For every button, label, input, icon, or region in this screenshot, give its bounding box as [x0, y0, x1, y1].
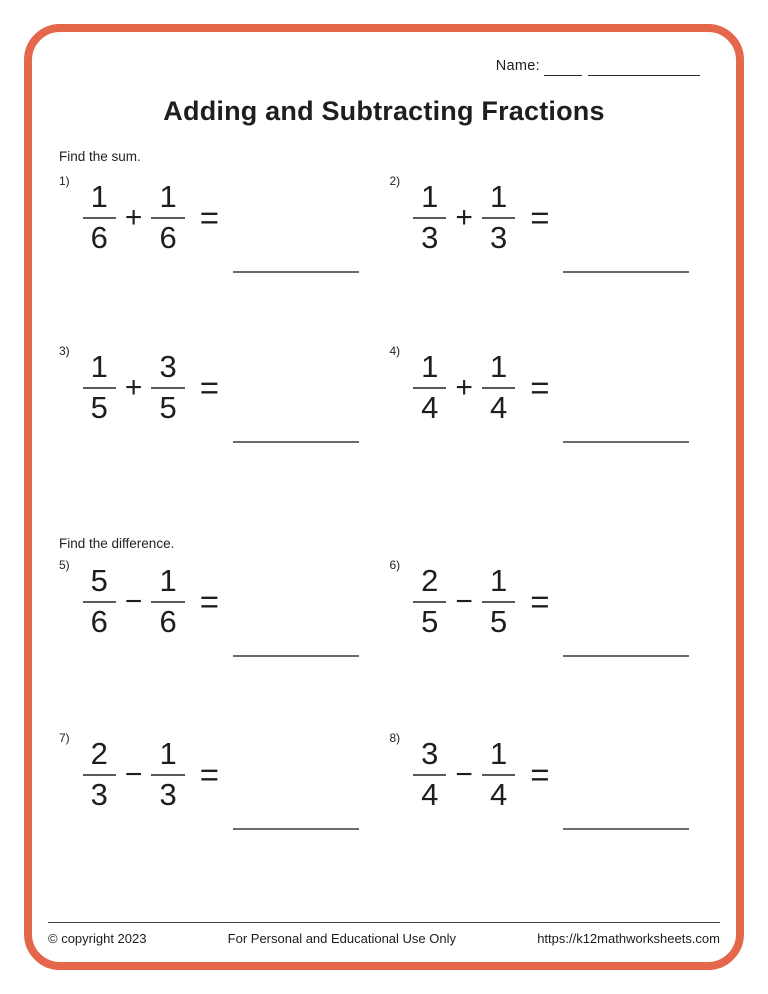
- problem-number: 1): [59, 174, 70, 188]
- operator-minus: −: [455, 758, 473, 791]
- fraction: [151, 351, 184, 425]
- fraction: [151, 181, 184, 255]
- numerator: 1: [413, 181, 446, 219]
- fraction: [83, 738, 116, 812]
- problem-number: 6): [389, 558, 401, 572]
- fraction: [83, 181, 116, 255]
- problem-3: [59, 346, 390, 430]
- numerator: 1: [151, 181, 184, 219]
- numerator: 1: [482, 181, 515, 219]
- numerator: 1: [151, 565, 184, 603]
- usage-text: For Personal and Educational Use Only: [227, 931, 457, 946]
- numerator: 1: [482, 565, 515, 603]
- denominator: 5: [421, 604, 439, 639]
- denominator: 3: [489, 220, 508, 255]
- denominator: 6: [159, 220, 177, 255]
- denominator: 3: [421, 220, 439, 255]
- problem-8: [390, 733, 721, 817]
- denominator: 4: [489, 390, 508, 425]
- answer-blank[interactable]: [563, 828, 689, 830]
- problem-2: [390, 176, 721, 260]
- operator-plus: +: [124, 201, 143, 234]
- problem-row: [59, 733, 720, 817]
- numerator: 1: [413, 351, 446, 389]
- name-blank-line[interactable]: [544, 56, 582, 76]
- numerator: 2: [413, 565, 446, 603]
- fraction: [83, 351, 116, 425]
- name-field-row: [496, 56, 700, 76]
- problem-6: [390, 560, 721, 644]
- operator-minus: −: [124, 585, 143, 618]
- fraction: [482, 565, 515, 639]
- fraction: [413, 565, 446, 639]
- answer-blank[interactable]: [563, 655, 689, 657]
- problem-row: [59, 346, 720, 430]
- answer-blank[interactable]: [563, 441, 689, 443]
- copyright-text: © copyright 2023: [48, 931, 147, 946]
- problem-number: 3): [59, 344, 70, 358]
- numerator: 2: [83, 738, 116, 776]
- problem-number: 2): [389, 174, 401, 188]
- page-title: Adding and Subtracting Fractions: [163, 96, 605, 126]
- operator-minus: −: [124, 758, 143, 791]
- fraction: [413, 181, 446, 255]
- numerator: 1: [83, 181, 116, 219]
- problem-number: 8): [389, 731, 401, 745]
- denominator: 5: [159, 390, 177, 425]
- operator-plus: +: [124, 371, 143, 404]
- equals-sign: =: [530, 756, 550, 793]
- problem-number: 7): [59, 731, 70, 745]
- denominator: 6: [159, 604, 177, 639]
- operator-minus: −: [455, 585, 473, 618]
- numerator: 3: [413, 738, 446, 776]
- equals-sign: =: [199, 756, 219, 793]
- denominator: 3: [90, 777, 108, 812]
- name-blank-line[interactable]: [588, 56, 700, 76]
- problem-row: [59, 176, 720, 260]
- problem-number: 4): [389, 344, 401, 358]
- problem-7: [59, 733, 390, 817]
- fraction: [413, 738, 446, 812]
- section-heading-difference: Find the difference.: [59, 536, 175, 551]
- fraction: [482, 738, 515, 812]
- denominator: 4: [421, 777, 439, 812]
- equals-sign: =: [530, 369, 550, 406]
- problem-5: [59, 560, 390, 644]
- denominator: 4: [489, 777, 508, 812]
- numerator: 1: [482, 738, 515, 776]
- answer-blank[interactable]: [233, 271, 359, 273]
- equals-sign: =: [530, 199, 550, 236]
- answer-blank[interactable]: [563, 271, 689, 273]
- equals-sign: =: [199, 199, 219, 236]
- denominator: 5: [90, 390, 108, 425]
- equals-sign: =: [199, 369, 219, 406]
- denominator: 6: [90, 604, 108, 639]
- problem-number: 5): [59, 558, 70, 572]
- problem-1: [59, 176, 390, 260]
- answer-blank[interactable]: [233, 655, 359, 657]
- equals-sign: =: [530, 583, 550, 620]
- fraction: [482, 181, 515, 255]
- denominator: 4: [421, 390, 439, 425]
- fraction: [482, 351, 515, 425]
- problem-4: [390, 346, 721, 430]
- answer-blank[interactable]: [233, 828, 359, 830]
- operator-plus: +: [455, 371, 473, 404]
- operator-plus: +: [455, 201, 473, 234]
- fraction: [83, 565, 116, 639]
- website-url[interactable]: https://k12mathworksheets.com: [537, 931, 720, 946]
- numerator: 1: [151, 738, 184, 776]
- numerator: 1: [83, 351, 116, 389]
- answer-blank[interactable]: [233, 441, 359, 443]
- fraction: [151, 565, 184, 639]
- equals-sign: =: [199, 583, 219, 620]
- numerator: 3: [151, 351, 184, 389]
- denominator: 3: [159, 777, 177, 812]
- fraction: [413, 351, 446, 425]
- section-heading-sum: Find the sum.: [59, 149, 141, 164]
- name-label: Name:: [495, 58, 540, 74]
- problem-row: [59, 560, 720, 644]
- footer: [48, 922, 720, 946]
- numerator: 5: [83, 565, 116, 603]
- denominator: 5: [489, 604, 508, 639]
- numerator: 1: [482, 351, 515, 389]
- denominator: 6: [90, 220, 108, 255]
- fraction: [151, 738, 184, 812]
